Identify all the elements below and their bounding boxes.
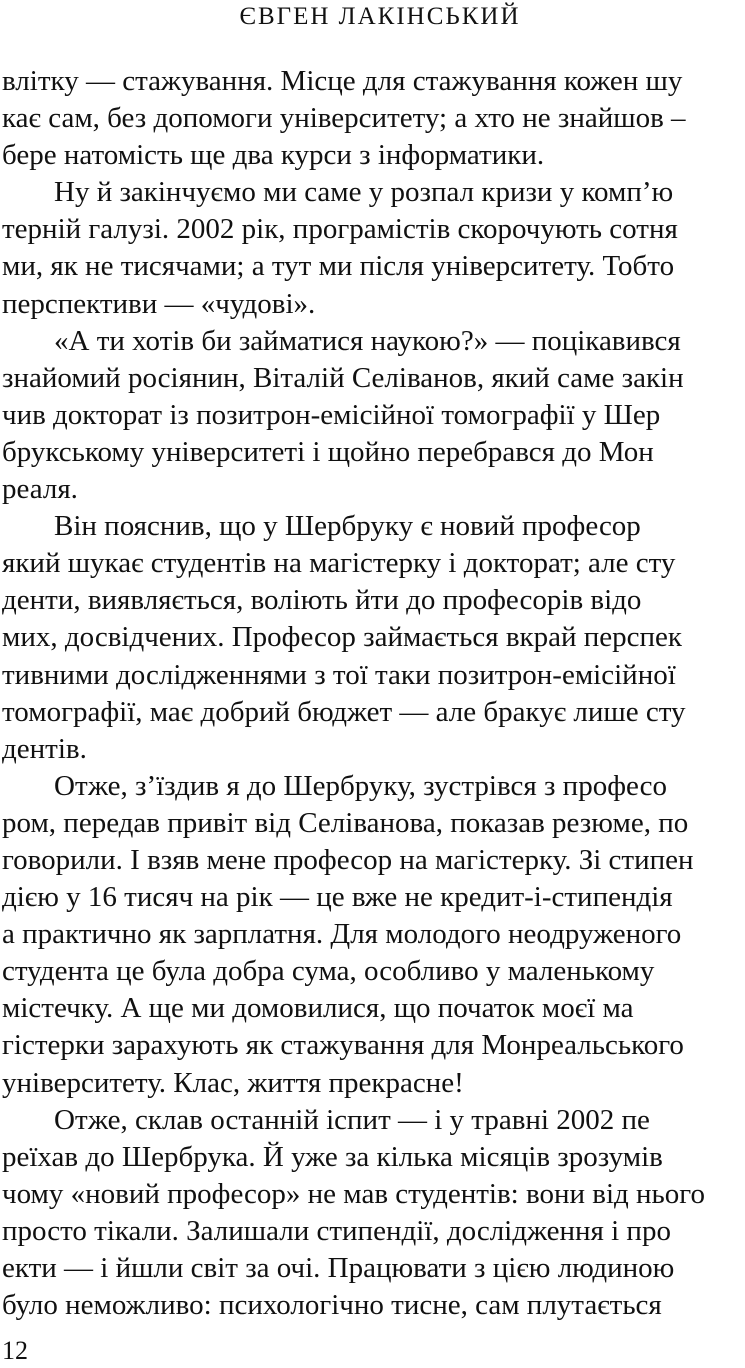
text-line: терній галузі. 2002 рік, програмістів скорочують сотня xyxy=(2,213,678,246)
text-line: влітку — стажування. Місце для стажування кожен шу xyxy=(2,65,683,97)
text-line: мих, досвідчених. Професор займається вкрай перспек xyxy=(2,621,683,654)
page-text xyxy=(2,63,745,1324)
text-line: реаля. xyxy=(2,473,78,506)
text-line: тивними дослідженнями з тої таки позитрон-емісійної xyxy=(2,658,676,691)
text-line: студента це була добра сума, особливо у маленькому xyxy=(2,955,655,988)
text-line: університету. Клас, життя прекрасне! xyxy=(2,1066,464,1099)
text-line: який шукає студентів на магістерку і докторат; але сту xyxy=(2,547,676,580)
text-line: томографії, має добрий бюджет — але бракує лише сту xyxy=(2,695,686,728)
text-line: бере натомість ще два курси з інформатики. xyxy=(2,139,545,172)
text-line: дією у 16 тисяч на рік — це вже не кредит-і-стипендія xyxy=(2,881,673,914)
text-line: кає сам, без допомоги університету; а хто не знайшов – xyxy=(2,102,686,135)
text-line: Отже, склав останній іспит — і у травні 2002 пе xyxy=(54,1103,650,1136)
text-line: знайомий росіянин, Віталій Селіванов, який саме закін xyxy=(2,361,684,394)
text-line: було неможливо: психологічно тисне, сам плутається xyxy=(2,1289,662,1322)
text-line: чив докторат із позитрон-емісійної томографії у Шер xyxy=(2,398,661,431)
text-line: перспективи — «чудові». xyxy=(2,287,316,320)
text-line: гістерки зарахують як стажування для Монреальського xyxy=(2,1029,684,1062)
text-line: говорили. І взяв мене професор на магістерку. Зі стипен xyxy=(2,843,694,876)
text-line: ром, передав привіт від Селіванова, показав резюме, по xyxy=(2,806,689,839)
text-line: Він пояснив, що у Шербруку є новий професор xyxy=(54,510,641,543)
text-line: Ну й закінчуємо ми саме у розпал кризи у комп’ю xyxy=(54,176,674,209)
page-number: 12 xyxy=(2,1336,28,1365)
text-line: Отже, з’їздив я до Шербруку, зустрівся з професо xyxy=(54,769,667,802)
text-line: дентів. xyxy=(2,732,87,765)
text-line: просто тікали. Залишали стипендії, дослідження і про xyxy=(2,1214,671,1247)
text-line: чому «новий професор» не мав студентів: вони від нього xyxy=(2,1177,705,1210)
running-head: ЄВГЕН ЛАКІНСЬКИЙ xyxy=(239,3,521,30)
text-line: реїхав до Шербрука. Й уже за кілька місяців зрозумів xyxy=(2,1140,663,1173)
text-line: екти — і йшли світ за очі. Працювати з цією людиною xyxy=(2,1252,675,1284)
text-line: денти, виявляється, воліють йти до професорів відо xyxy=(2,584,642,617)
text-line: містечку. А ще ми домовилися, що початок моєї ма xyxy=(2,992,634,1025)
text-line: «А ти хотів би займатися наукою?» — поцікавився xyxy=(54,324,681,357)
text-line: брукському університеті і щойно перебрався до Мон xyxy=(2,435,654,468)
text-line: ми, як не тисячами; а тут ми після університету. Тобто xyxy=(2,250,675,283)
text-line: а практично як зарплатня. Для молодого неодруженого xyxy=(2,918,682,951)
